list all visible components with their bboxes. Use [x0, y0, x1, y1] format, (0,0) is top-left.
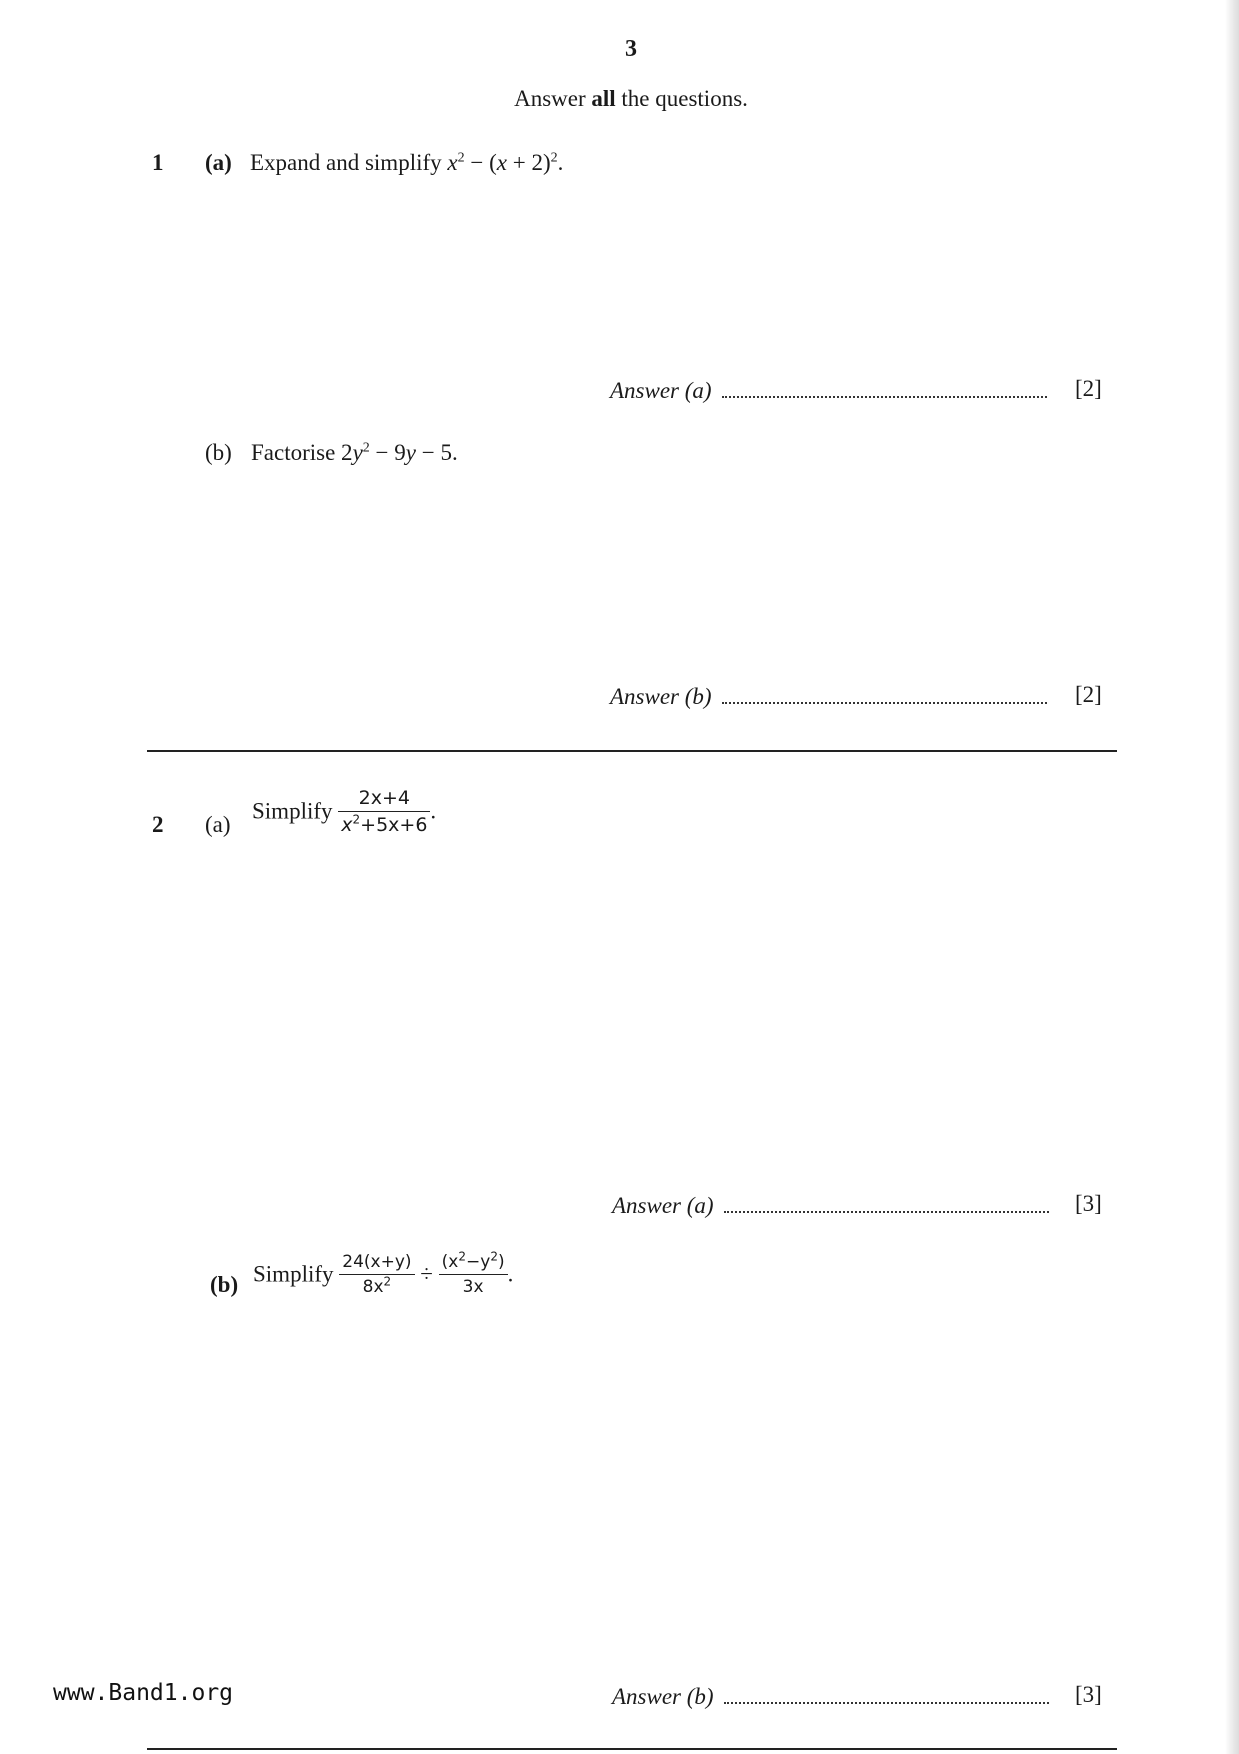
q1b-answer-line[interactable]	[610, 684, 1047, 710]
q2a-label: (a)	[205, 812, 231, 837]
bottom-divider	[147, 1748, 1117, 1750]
answer-dotted-line[interactable]	[722, 701, 1047, 704]
instruction-prefix: Answer	[514, 86, 592, 111]
instruction-bold: all	[591, 86, 616, 111]
q1b-marks: [2]	[1075, 682, 1102, 707]
q2a-marks: [3]	[1075, 1191, 1102, 1216]
answer-label: Answer (a)	[610, 378, 712, 403]
q2b-question: Simplify $\frac{24(x+y)}{8x^2}$ ÷ $\frac{(x^2-y^2)}{3x}$ .	[253, 1249, 514, 1297]
answer-label: Answer (b)	[610, 684, 712, 709]
q2a-fraction: $\frac{2x+4}{x^2+5x+6}$	[338, 787, 430, 836]
q1b-question: Factorise $2y^2 - 9y - 5$.	[251, 440, 458, 465]
answer-label: Answer (a)	[612, 1193, 714, 1218]
q2b-fraction-1: $\frac{24(x+y)}{8x^2}$	[339, 1252, 414, 1297]
q2b-fraction-2: $\frac{(x^2-y^2)}{3x}$	[439, 1252, 508, 1297]
q1a-question: Expand and simplify $x^2 - (x + 2)^2$.	[250, 150, 564, 175]
question-2-number: 2	[152, 812, 164, 837]
page-number: 3	[625, 36, 637, 62]
q2b-label: (b)	[210, 1272, 239, 1297]
q2b-marks: [3]	[1075, 1682, 1102, 1707]
q1b-label: (b)	[205, 440, 232, 465]
page-edge-shadow	[1225, 0, 1239, 1754]
q2b-answer-line[interactable]	[612, 1684, 1049, 1710]
q2a-question: Simplify $\frac{2x+4}{x^2+5x+6}$ .	[252, 787, 437, 836]
q1a-label: (a)	[205, 150, 232, 175]
instruction-suffix: the questions.	[615, 86, 748, 111]
q1a-marks: [2]	[1075, 376, 1102, 401]
answer-dotted-line[interactable]	[722, 395, 1047, 398]
answer-dotted-line[interactable]	[724, 1701, 1049, 1704]
question-1-number: 1	[152, 150, 164, 175]
answer-label: Answer (b)	[612, 1684, 714, 1709]
q2a-answer-line[interactable]	[612, 1193, 1049, 1219]
instruction	[0, 86, 1239, 112]
answer-dotted-line[interactable]	[724, 1210, 1049, 1213]
question-divider	[147, 750, 1117, 752]
watermark-url: www.Band1.org	[53, 1680, 234, 1706]
q1a-answer-line[interactable]	[610, 378, 1047, 404]
